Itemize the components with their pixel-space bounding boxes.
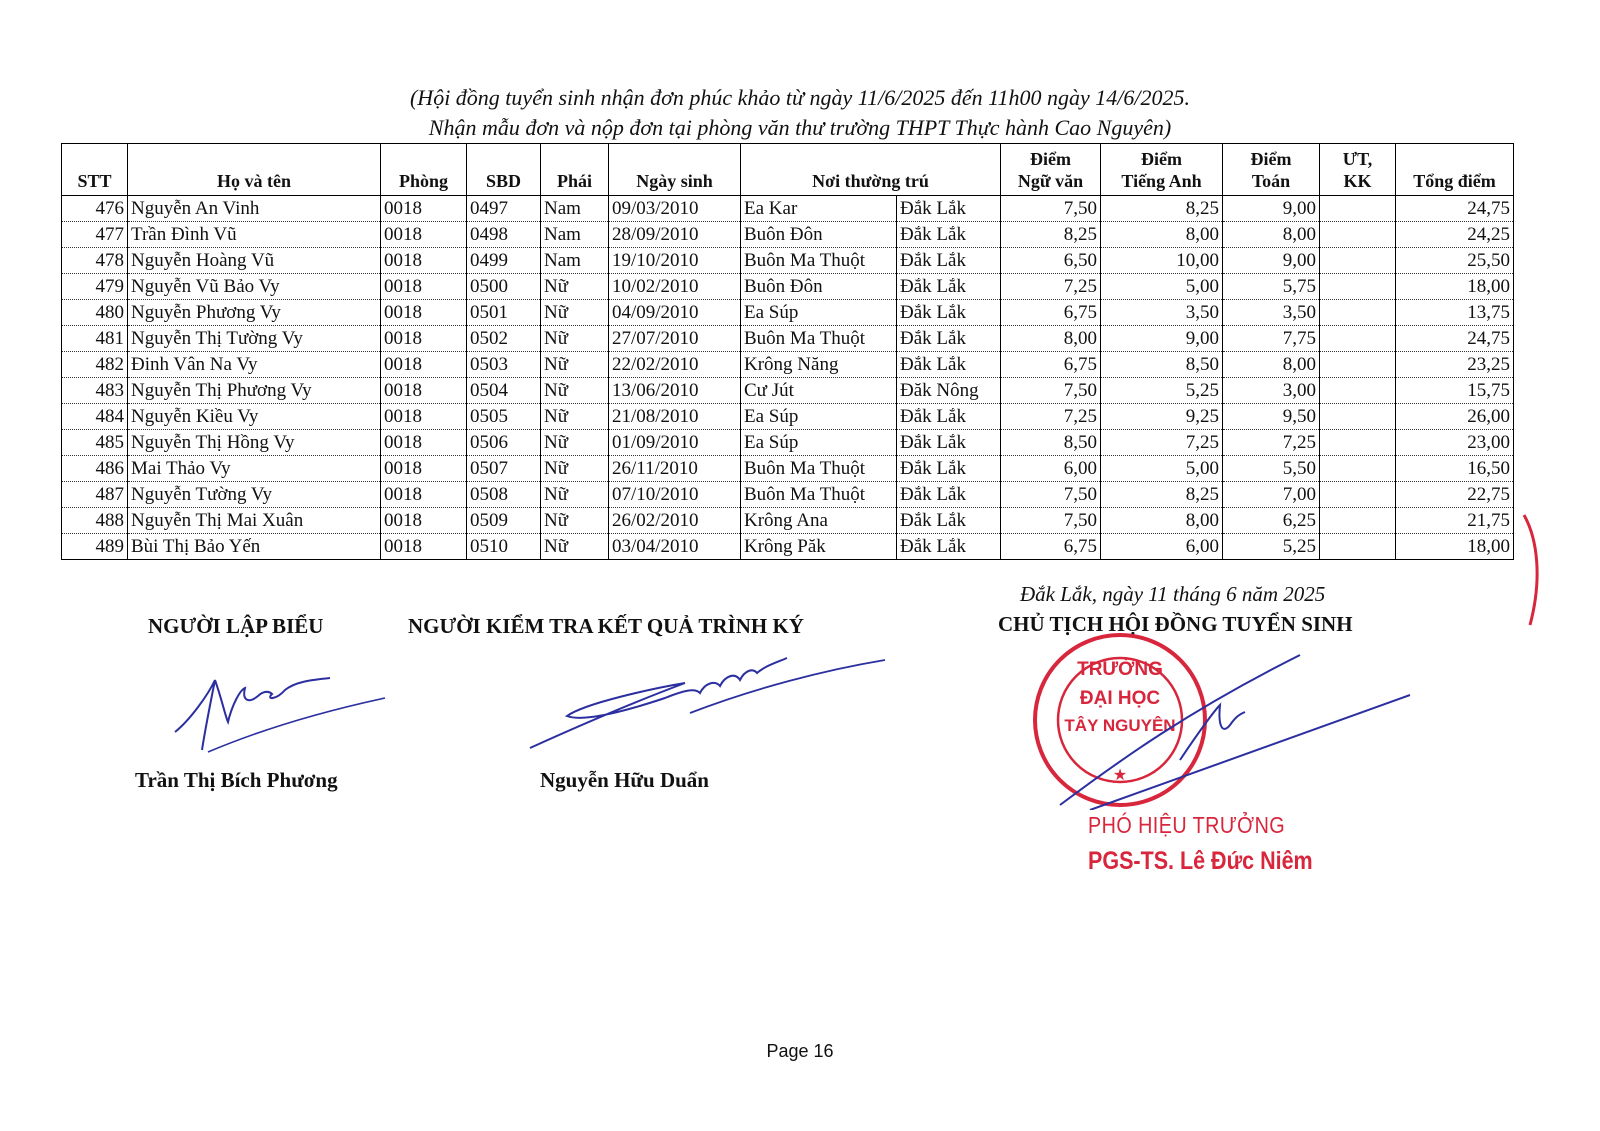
- cell-literature: 7,50: [1001, 482, 1101, 508]
- cell-stt: 480: [62, 300, 128, 326]
- cell-name: Nguyễn Phương Vy: [128, 300, 381, 326]
- cell-district: Ea Súp: [741, 430, 897, 456]
- cell-district: Ea Súp: [741, 404, 897, 430]
- table-row: [62, 508, 1514, 534]
- checker-role: NGƯỜI KIỂM TRA KẾT QUẢ TRÌNH KÝ: [408, 614, 804, 638]
- cell-sbd: 0502: [467, 326, 541, 352]
- cell-province: Đắk Lắk: [897, 300, 1001, 326]
- cell-province: Đắk Lắk: [897, 482, 1001, 508]
- cell-room: 0018: [381, 196, 467, 222]
- cell-sbd: 0507: [467, 456, 541, 482]
- cell-district: Krông Păk: [741, 534, 897, 560]
- cell-dob: 26/11/2010: [609, 456, 741, 482]
- cell-sbd: 0497: [467, 196, 541, 222]
- cell-name: Nguyễn Thị Phương Vy: [128, 378, 381, 404]
- cell-room: 0018: [381, 430, 467, 456]
- seal-line-2: ĐẠI HỌC: [1079, 688, 1161, 709]
- cell-sbd: 0500: [467, 274, 541, 300]
- cell-province: Đắk Lắk: [897, 430, 1001, 456]
- chair-signature-block: [1088, 812, 1349, 876]
- cell-room: 0018: [381, 456, 467, 482]
- cell-name: Nguyễn Thị Tường Vy: [128, 326, 381, 352]
- cell-priority: [1320, 508, 1396, 534]
- cell-room: 0018: [381, 378, 467, 404]
- cell-math: 7,00: [1223, 482, 1320, 508]
- cell-math: 3,50: [1223, 300, 1320, 326]
- cell-room: 0018: [381, 352, 467, 378]
- cell-dob: 04/09/2010: [609, 300, 741, 326]
- cell-math: 7,25: [1223, 430, 1320, 456]
- cell-dob: 27/07/2010: [609, 326, 741, 352]
- cell-total: 24,25: [1396, 222, 1514, 248]
- cell-name: Nguyễn Vũ Bảo Vy: [128, 274, 381, 300]
- cell-province: Đắk Lắk: [897, 222, 1001, 248]
- checker-name: Nguyễn Hữu Duẩn: [540, 768, 709, 792]
- cell-name: Nguyễn An Vinh: [128, 196, 381, 222]
- cell-literature: 7,50: [1001, 508, 1101, 534]
- cell-dob: 21/08/2010: [609, 404, 741, 430]
- header-total: Tổng điểm: [1396, 144, 1514, 196]
- cell-stt: 488: [62, 508, 128, 534]
- cell-priority: [1320, 534, 1396, 560]
- cell-total: 21,75: [1396, 508, 1514, 534]
- cell-english: 5,00: [1101, 274, 1223, 300]
- cell-literature: 7,25: [1001, 274, 1101, 300]
- checker-signature: [525, 628, 895, 758]
- cell-name: Nguyễn Kiều Vy: [128, 404, 381, 430]
- cell-gender: Nữ: [541, 508, 609, 534]
- cell-room: 0018: [381, 482, 467, 508]
- cell-math: 3,00: [1223, 378, 1320, 404]
- cell-dob: 03/04/2010: [609, 534, 741, 560]
- cell-province: Đắk Lắk: [897, 326, 1001, 352]
- cell-sbd: 0504: [467, 378, 541, 404]
- cell-sbd: 0508: [467, 482, 541, 508]
- table-row: [62, 300, 1514, 326]
- cell-sbd: 0509: [467, 508, 541, 534]
- place-and-date: Đắk Lắk, ngày 11 tháng 6 năm 2025: [1020, 582, 1326, 606]
- cell-total: 23,25: [1396, 352, 1514, 378]
- cell-total: 13,75: [1396, 300, 1514, 326]
- cell-district: Buôn Ma Thuột: [741, 456, 897, 482]
- review-notice-line-2: Nhận mẫu đơn và nộp đơn tại phòng văn thư trường THPT Thực hành Cao Nguyên): [428, 115, 1172, 140]
- seal-line-1: TRƯỜNG: [1077, 659, 1163, 680]
- preparer-signature: [170, 660, 400, 760]
- cell-literature: 6,75: [1001, 300, 1101, 326]
- cell-total: 15,75: [1396, 378, 1514, 404]
- cell-room: 0018: [381, 404, 467, 430]
- cell-stt: 482: [62, 352, 128, 378]
- cell-literature: 6,75: [1001, 352, 1101, 378]
- cell-name: Mai Thảo Vy: [128, 456, 381, 482]
- cell-math: 5,25: [1223, 534, 1320, 560]
- table-header-row: [62, 144, 1514, 196]
- cell-total: 16,50: [1396, 456, 1514, 482]
- preparer-name: Trần Thị Bích Phương: [135, 768, 338, 792]
- preparer-role: NGƯỜI LẬP BIỂU: [148, 614, 324, 638]
- cell-gender: Nữ: [541, 404, 609, 430]
- cell-district: Ea Súp: [741, 300, 897, 326]
- cell-stt: 481: [62, 326, 128, 352]
- cell-sbd: 0503: [467, 352, 541, 378]
- cell-name: Đinh Vân Na Vy: [128, 352, 381, 378]
- cell-stt: 479: [62, 274, 128, 300]
- cell-district: Cư Jút: [741, 378, 897, 404]
- cell-english: 6,00: [1101, 534, 1223, 560]
- cell-english: 8,00: [1101, 508, 1223, 534]
- cell-dob: 26/02/2010: [609, 508, 741, 534]
- cell-priority: [1320, 222, 1396, 248]
- cell-english: 5,25: [1101, 378, 1223, 404]
- cell-dob: 01/09/2010: [609, 430, 741, 456]
- cell-stt: 487: [62, 482, 128, 508]
- header-priority-line1: ƯT,: [1342, 149, 1373, 169]
- cell-english: 5,00: [1101, 456, 1223, 482]
- cell-province: Đắk Lắk: [897, 404, 1001, 430]
- cell-stt: 485: [62, 430, 128, 456]
- table-row: [62, 326, 1514, 352]
- edge-seal-mark: [1520, 510, 1550, 630]
- cell-priority: [1320, 482, 1396, 508]
- cell-dob: 09/03/2010: [609, 196, 741, 222]
- cell-gender: Nữ: [541, 378, 609, 404]
- table-row: [62, 248, 1514, 274]
- cell-stt: 484: [62, 404, 128, 430]
- cell-literature: 6,50: [1001, 248, 1101, 274]
- cell-english: 8,00: [1101, 222, 1223, 248]
- cell-english: 10,00: [1101, 248, 1223, 274]
- header-english: [1101, 144, 1223, 196]
- cell-province: Đắk Lắk: [897, 534, 1001, 560]
- cell-priority: [1320, 248, 1396, 274]
- cell-gender: Nữ: [541, 274, 609, 300]
- cell-total: 22,75: [1396, 482, 1514, 508]
- cell-gender: Nữ: [541, 456, 609, 482]
- header-math-line1: Điểm: [1250, 149, 1292, 169]
- cell-sbd: 0506: [467, 430, 541, 456]
- cell-literature: 6,00: [1001, 456, 1101, 482]
- chair-signature: [1050, 650, 1420, 810]
- header-name: Họ và tên: [128, 144, 381, 196]
- cell-english: 8,25: [1101, 482, 1223, 508]
- cell-priority: [1320, 352, 1396, 378]
- cell-sbd: 0501: [467, 300, 541, 326]
- cell-total: 18,00: [1396, 534, 1514, 560]
- review-notice-line-1: (Hội đồng tuyển sinh nhận đơn phúc khảo từ ngày 11/6/2025 đến 11h00 ngày 14/6/2025.: [409, 85, 1190, 110]
- table-row: [62, 534, 1514, 560]
- cell-math: 9,50: [1223, 404, 1320, 430]
- seal-line-3: TÂY NGUYÊN: [1064, 716, 1176, 735]
- cell-stt: 478: [62, 248, 128, 274]
- cell-math: 9,00: [1223, 196, 1320, 222]
- header-room: Phòng: [381, 144, 467, 196]
- cell-literature: 7,50: [1001, 378, 1101, 404]
- header-stt: STT: [62, 144, 128, 196]
- cell-room: 0018: [381, 326, 467, 352]
- cell-english: 9,25: [1101, 404, 1223, 430]
- header-math: [1223, 144, 1320, 196]
- cell-province: Đắk Lắk: [897, 456, 1001, 482]
- header-sbd: SBD: [467, 144, 541, 196]
- cell-gender: Nữ: [541, 326, 609, 352]
- cell-priority: [1320, 326, 1396, 352]
- cell-sbd: 0499: [467, 248, 541, 274]
- cell-room: 0018: [381, 300, 467, 326]
- chair-name: PGS-TS. Lê Đức Niêm: [1088, 847, 1313, 875]
- cell-province: Đắk Lắk: [897, 352, 1001, 378]
- cell-name: Bùi Thị Bảo Yến: [128, 534, 381, 560]
- table-row: [62, 430, 1514, 456]
- page-number: Page 16: [766, 1041, 834, 1061]
- cell-room: 0018: [381, 508, 467, 534]
- cell-priority: [1320, 196, 1396, 222]
- cell-literature: 7,25: [1001, 404, 1101, 430]
- table-row: [62, 352, 1514, 378]
- cell-name: Nguyễn Thị Hồng Vy: [128, 430, 381, 456]
- cell-english: 9,00: [1101, 326, 1223, 352]
- header-dob: Ngày sinh: [609, 144, 741, 196]
- cell-gender: Nữ: [541, 300, 609, 326]
- cell-province: Đắk Lắk: [897, 274, 1001, 300]
- chair-title: PHÓ HIỆU TRƯỞNG: [1088, 812, 1286, 838]
- cell-english: 7,25: [1101, 430, 1223, 456]
- table-row: [62, 274, 1514, 300]
- cell-sbd: 0510: [467, 534, 541, 560]
- cell-stt: 486: [62, 456, 128, 482]
- cell-literature: 8,25: [1001, 222, 1101, 248]
- cell-province: Đắk Lắk: [897, 508, 1001, 534]
- cell-math: 6,25: [1223, 508, 1320, 534]
- score-table: [61, 143, 1514, 560]
- cell-english: 3,50: [1101, 300, 1223, 326]
- cell-name: Trần Đình Vũ: [128, 222, 381, 248]
- table-row: [62, 196, 1514, 222]
- cell-gender: Nữ: [541, 430, 609, 456]
- cell-room: 0018: [381, 248, 467, 274]
- cell-gender: Nữ: [541, 352, 609, 378]
- cell-district: Buôn Ma Thuột: [741, 326, 897, 352]
- cell-sbd: 0498: [467, 222, 541, 248]
- header-english-line1: Điểm: [1141, 149, 1182, 169]
- header-gender: Phái: [541, 144, 609, 196]
- cell-dob: 22/02/2010: [609, 352, 741, 378]
- header-english-line2: Tiếng Anh: [1121, 171, 1202, 191]
- cell-literature: 8,50: [1001, 430, 1101, 456]
- cell-sbd: 0505: [467, 404, 541, 430]
- cell-english: 8,50: [1101, 352, 1223, 378]
- cell-name: Nguyễn Thị Mai Xuân: [128, 508, 381, 534]
- header-priority-line2: KK: [1343, 171, 1372, 191]
- chair-role: CHỦ TỊCH HỘI ĐỒNG TUYỂN SINH: [998, 612, 1353, 636]
- cell-total: 25,50: [1396, 248, 1514, 274]
- cell-total: 24,75: [1396, 196, 1514, 222]
- cell-district: Ea Kar: [741, 196, 897, 222]
- header-math-line2: Toán: [1251, 171, 1291, 191]
- header-residence: Nơi thường trú: [741, 144, 1001, 196]
- cell-math: 5,75: [1223, 274, 1320, 300]
- cell-dob: 28/09/2010: [609, 222, 741, 248]
- cell-district: Buôn Đôn: [741, 222, 897, 248]
- cell-room: 0018: [381, 222, 467, 248]
- header-literature: [1001, 144, 1101, 196]
- cell-district: Buôn Ma Thuột: [741, 482, 897, 508]
- cell-gender: Nam: [541, 222, 609, 248]
- cell-stt: 477: [62, 222, 128, 248]
- cell-total: 26,00: [1396, 404, 1514, 430]
- cell-gender: Nam: [541, 248, 609, 274]
- table-row: [62, 222, 1514, 248]
- table-row: [62, 378, 1514, 404]
- cell-province: Đắk Lắk: [897, 196, 1001, 222]
- cell-english: 8,25: [1101, 196, 1223, 222]
- table-row: [62, 404, 1514, 430]
- header-literature-line1: Điểm: [1030, 149, 1071, 169]
- cell-total: 23,00: [1396, 430, 1514, 456]
- cell-priority: [1320, 456, 1396, 482]
- cell-literature: 6,75: [1001, 534, 1101, 560]
- cell-stt: 476: [62, 196, 128, 222]
- cell-stt: 483: [62, 378, 128, 404]
- cell-math: 8,00: [1223, 222, 1320, 248]
- cell-province: Đắk Lắk: [897, 248, 1001, 274]
- cell-gender: Nữ: [541, 482, 609, 508]
- cell-name: Nguyễn Tường Vy: [128, 482, 381, 508]
- cell-literature: 7,50: [1001, 196, 1101, 222]
- cell-priority: [1320, 300, 1396, 326]
- cell-district: Buôn Ma Thuột: [741, 248, 897, 274]
- cell-priority: [1320, 404, 1396, 430]
- cell-district: Krông Ana: [741, 508, 897, 534]
- cell-total: 24,75: [1396, 326, 1514, 352]
- cell-priority: [1320, 274, 1396, 300]
- header-literature-line2: Ngữ văn: [1017, 171, 1084, 191]
- cell-dob: 13/06/2010: [609, 378, 741, 404]
- header-priority: [1320, 144, 1396, 196]
- cell-district: Krông Năng: [741, 352, 897, 378]
- cell-dob: 07/10/2010: [609, 482, 741, 508]
- cell-math: 8,00: [1223, 352, 1320, 378]
- table-row: [62, 482, 1514, 508]
- cell-priority: [1320, 430, 1396, 456]
- cell-math: 9,00: [1223, 248, 1320, 274]
- cell-dob: 19/10/2010: [609, 248, 741, 274]
- cell-room: 0018: [381, 274, 467, 300]
- cell-room: 0018: [381, 534, 467, 560]
- cell-stt: 489: [62, 534, 128, 560]
- cell-dob: 10/02/2010: [609, 274, 741, 300]
- cell-total: 18,00: [1396, 274, 1514, 300]
- table-row: [62, 456, 1514, 482]
- cell-math: 7,75: [1223, 326, 1320, 352]
- cell-district: Buôn Đôn: [741, 274, 897, 300]
- cell-priority: [1320, 378, 1396, 404]
- cell-gender: Nữ: [541, 534, 609, 560]
- cell-math: 5,50: [1223, 456, 1320, 482]
- cell-gender: Nam: [541, 196, 609, 222]
- svg-text:★: ★: [1112, 767, 1128, 784]
- cell-literature: 8,00: [1001, 326, 1101, 352]
- cell-province: Đăk Nông: [897, 378, 1001, 404]
- cell-name: Nguyễn Hoàng Vũ: [128, 248, 381, 274]
